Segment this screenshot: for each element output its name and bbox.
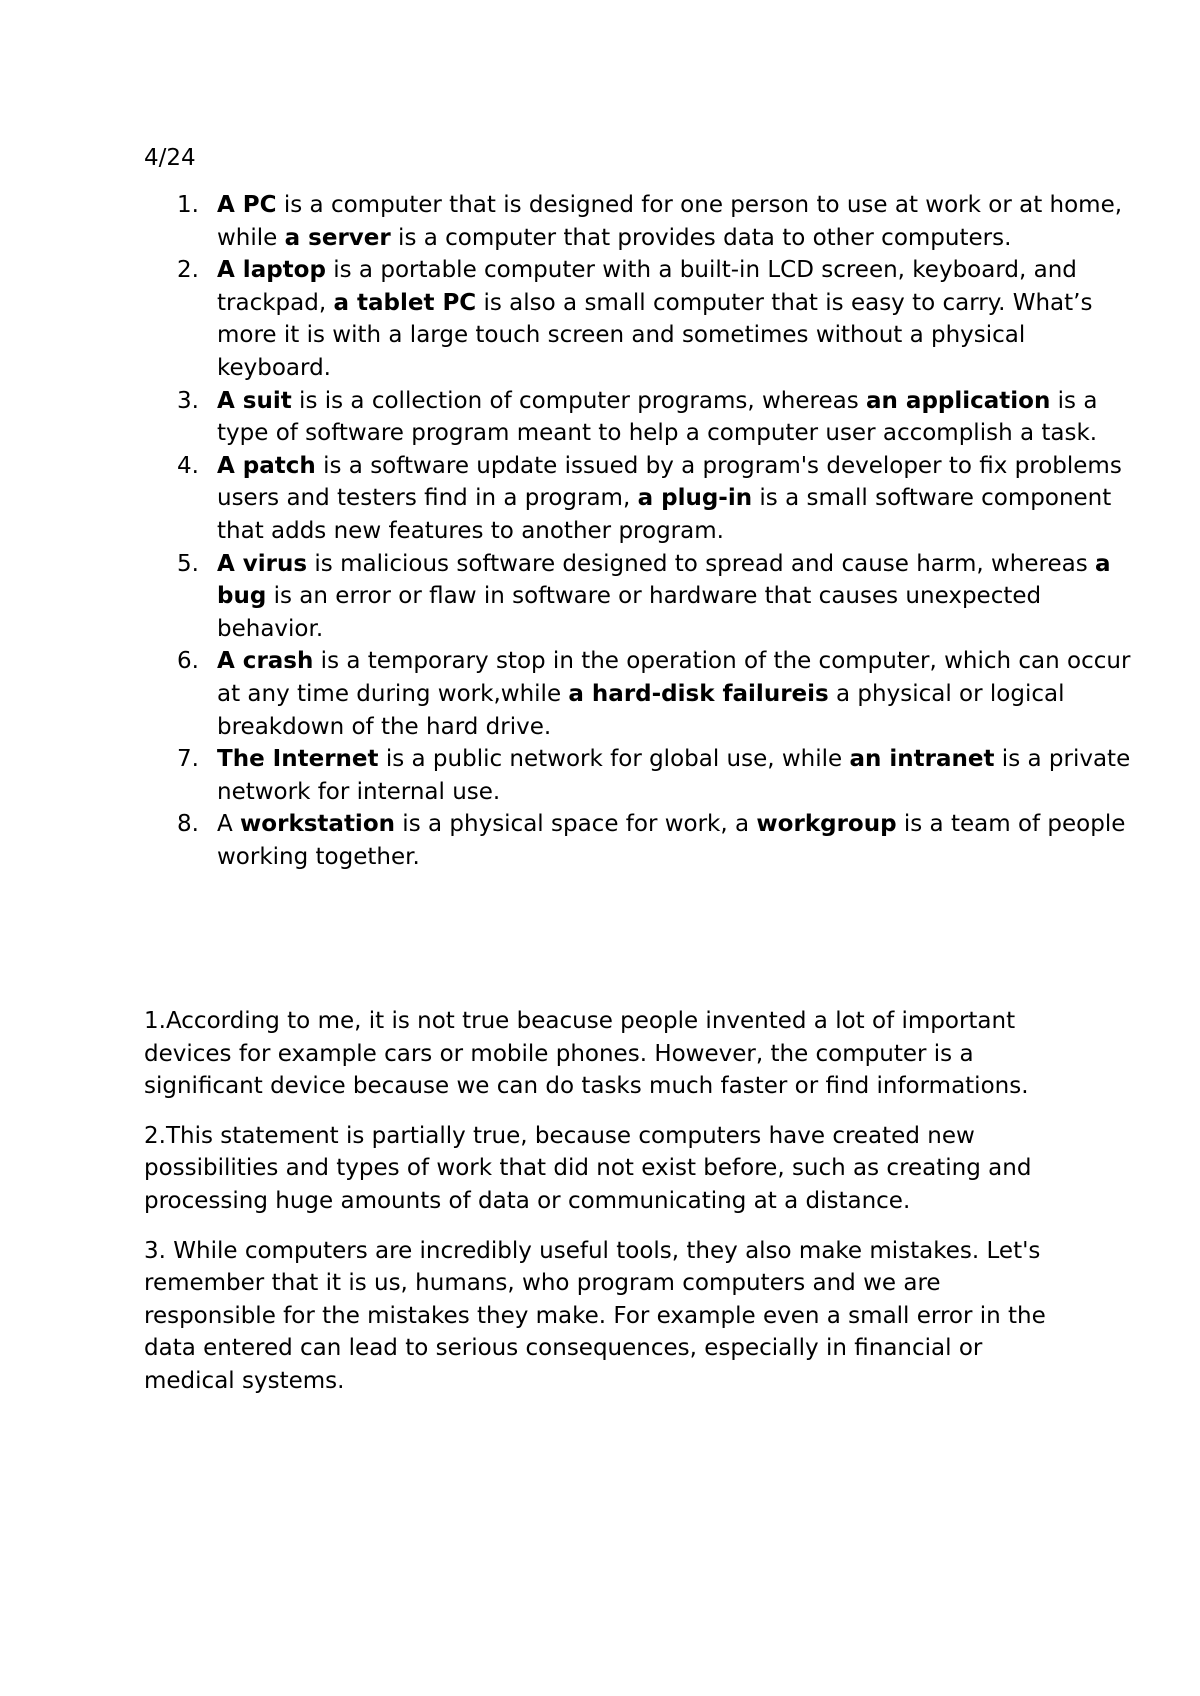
definition-number: 6. <box>177 648 199 675</box>
term: a server <box>284 224 391 251</box>
term: A virus <box>217 550 308 577</box>
definition-number: 3. <box>177 387 199 414</box>
answers-section <box>144 1005 1064 1415</box>
definition-text: is a small software component that adds new features to another program. <box>217 485 1112 544</box>
term: workstation <box>240 811 395 838</box>
answer-paragraph: 1.According to me, it is not true beacuse people invented a lot of important devices for example cars or mobile phones. However, the computer is a significant device because we can do tasks much faster or find informations. <box>144 1008 1029 1100</box>
answer-paragraph: 3. While computers are incredibly useful tools, they also make mistakes. Let's remember that it is us, humans, who program computers and we are responsible for the mistakes they make. For example even a small error in the data entered can lead to serious consequences, especially in financial or medical systems. <box>144 1237 1046 1394</box>
definition-item <box>177 254 1137 384</box>
term: an application <box>866 387 1051 414</box>
definition-text: is a private network for internal use. <box>217 746 1131 805</box>
definitions-list <box>144 189 1137 873</box>
definition-text: is a computer that is designed for one person to use at work or at home, while <box>217 192 1123 251</box>
definition-item <box>177 645 1137 743</box>
definition-number: 8. <box>177 811 199 838</box>
definition-item <box>177 808 1137 873</box>
definition-text: is an error or flaw in software or hardware that causes unexpected behavior. <box>217 583 1042 642</box>
definition-item <box>177 743 1137 808</box>
definition-number: 4. <box>177 452 199 479</box>
definition-text: is a computer that provides data to other computers. <box>390 224 1012 251</box>
definition-text: a physical or logical breakdown of the hard drive. <box>217 680 1065 740</box>
definition-number: 7. <box>177 746 199 773</box>
term: A laptop <box>217 257 326 284</box>
definition-text: is a team of people working together. <box>217 811 1126 870</box>
definition-text: is a portable computer with a built-in LCD screen, keyboard, and trackpad, <box>217 257 1077 316</box>
definition-text: is a software update issued by a program's developer to fix problems users and testers find in a program, <box>217 452 1122 512</box>
term: a tablet PC <box>333 289 477 316</box>
document-date: 4/24 <box>144 145 196 171</box>
definition-text: is malicious software designed to spread and cause harm, whereas <box>307 550 1096 577</box>
term: a bug <box>217 550 1111 610</box>
definition-text: is is a collection of computer programs, whereas <box>291 387 867 414</box>
term: A crash <box>217 648 314 675</box>
term: A patch <box>217 452 316 479</box>
definition-text: is a physical space for work, a <box>395 811 757 838</box>
definition-text: is also a small computer that is easy to carry. What’s more it is with a large touch screen and sometimes without a physical keyboard. <box>217 289 1093 381</box>
definition-item <box>177 450 1137 548</box>
definition-text: is a type of software program meant to help a computer user accomplish a task. <box>217 387 1098 447</box>
term: workgroup <box>756 811 897 838</box>
answer-paragraph: 2.This statement is partially true, because computers have created new possibilities and types of work that did not exist before, such as creating and processing huge amounts of data or communicating at a distance. <box>144 1122 1032 1214</box>
definition-number: 5. <box>177 550 199 577</box>
definition-text: is a temporary stop in the operation of the computer, which can occur at any time during work,while <box>217 648 1131 707</box>
term: A suit <box>217 387 292 414</box>
term: an intranet <box>849 746 995 773</box>
term: The Internet <box>217 746 379 773</box>
definition-item <box>177 189 1137 254</box>
definition-number: 2. <box>177 257 199 284</box>
definition-text: A <box>217 811 241 838</box>
term: A PC <box>217 192 277 218</box>
definition-item <box>177 548 1137 646</box>
term: a plug-in <box>637 485 753 512</box>
definition-number: 1. <box>177 192 199 218</box>
term: a hard-disk failureis <box>568 680 829 707</box>
definition-text: is a public network for global use, while <box>378 746 850 773</box>
definition-item <box>177 385 1137 450</box>
